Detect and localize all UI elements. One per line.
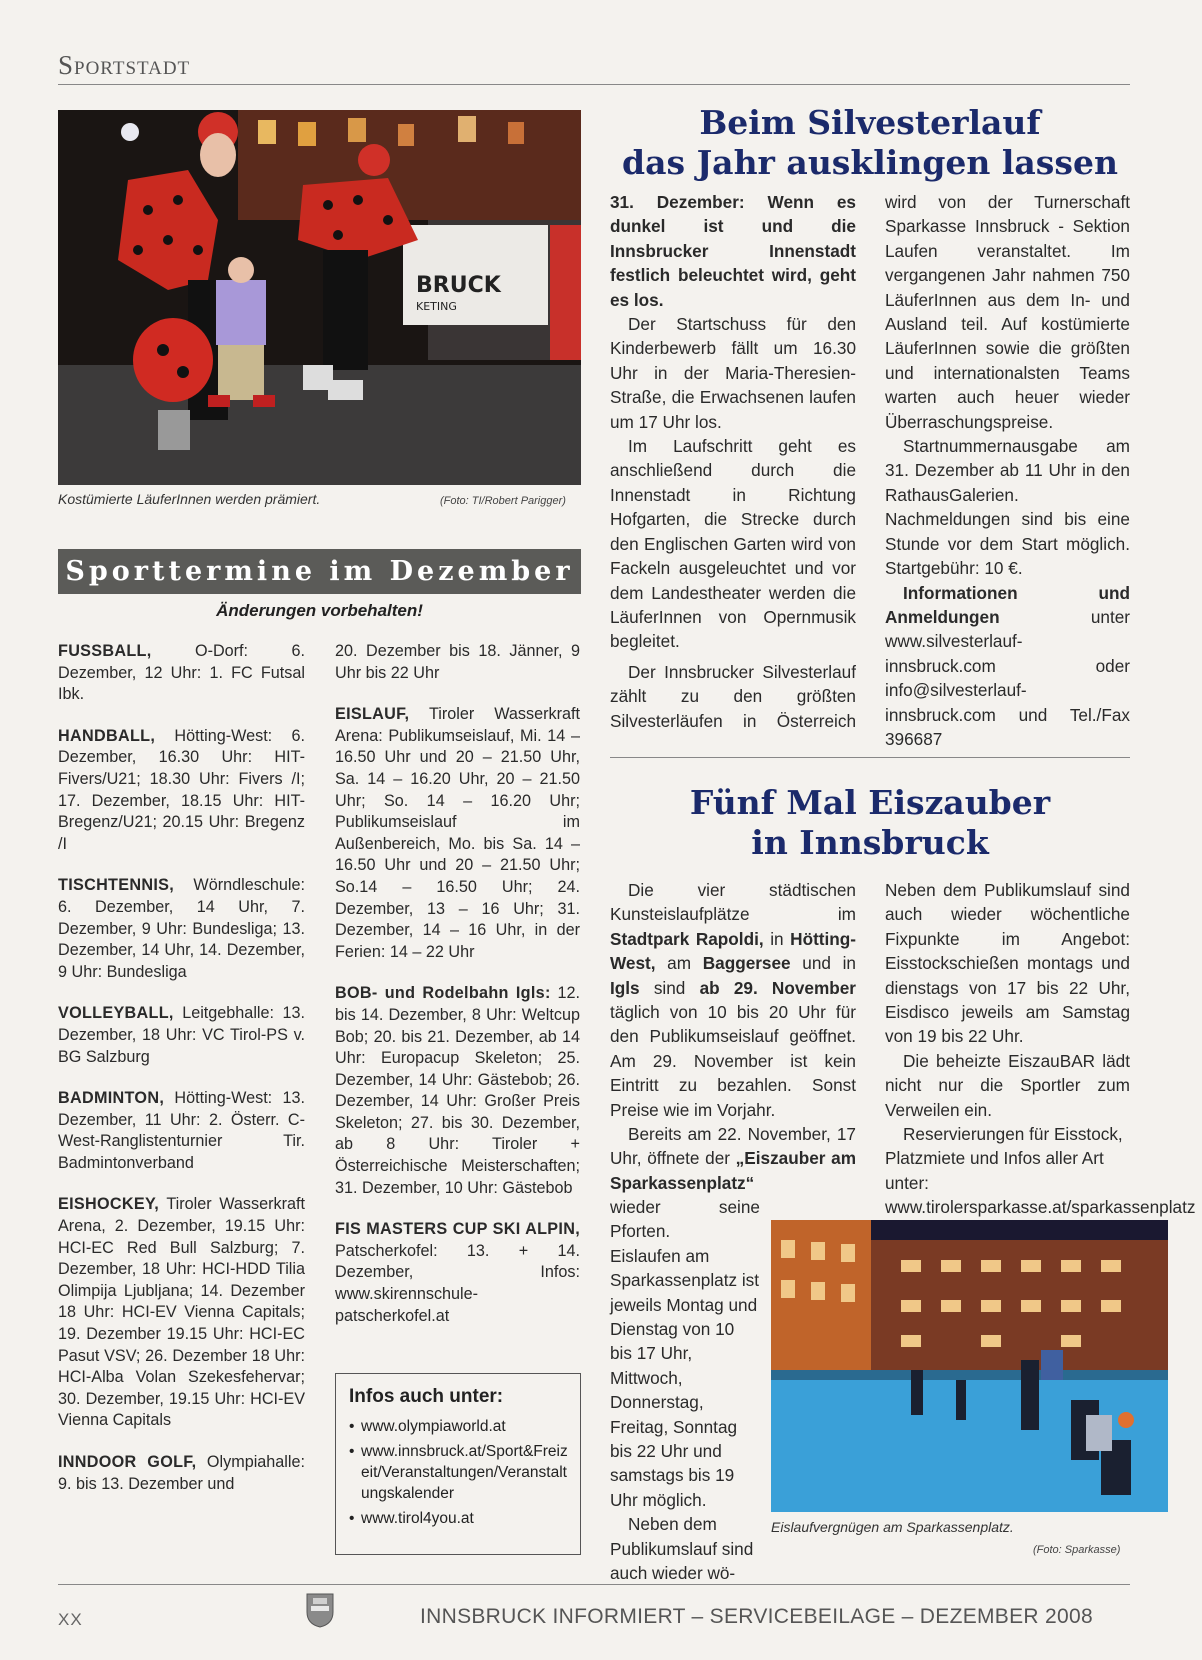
- article1-title: Beim Silvesterlauf das Jahr ausklingen lassen: [622, 103, 1118, 183]
- article1-paragraph: Der Innsbrucker Silvesterlauf zählt zu den größten Silvesterläufen in Österreich: [610, 662, 856, 731]
- page-number: XX: [58, 1610, 83, 1629]
- innsbruck-crest-icon: [305, 1592, 335, 1628]
- article2-narrow-column: [610, 1195, 760, 1586]
- schedule-entry: TISCHTENNIS, Wörndleschule: 6. Dezember, 14 Uhr, 7. Dezember, 9 Uhr: Bundesliga; 13. Dezember, 14 Uhr, 14. Dezember, 9 Uhr: Bundesliga: [58, 876, 305, 981]
- article1-paragraph: wird von der Turnerschaft Sparkasse Innsbruck - Sektion Laufen veranstaltet. Im vergangenen Jahr nahmen 750 LäuferInnen aus dem In- und Ausland teil. Auf kostümierte LäuferInnen sowie die größten und internationalsten Teams warten auch heuer wieder Überraschungspreise.: [885, 192, 1130, 432]
- schedule-right-column: [335, 641, 580, 1347]
- section-header: Sportstadt: [58, 50, 191, 80]
- photo1-caption: Kostümierte LäuferInnen werden prämiert.: [58, 491, 321, 507]
- article1-continued: [610, 660, 856, 733]
- article1-column-1: [610, 190, 856, 654]
- article2-paragraph: Bereits am 22. November, 17 Uhr, öffnete der „Eiszauber am Sparkassenplatz“: [610, 1124, 856, 1193]
- schedule-entry: 20. Dezember bis 18. Jänner, 9 Uhr bis 22 Uhr: [335, 642, 580, 682]
- schedule-entry: INNDOOR GOLF, Olympiahalle: 9. bis 13. Dezember und: [58, 1453, 305, 1493]
- article2-paragraph: Neben dem Publikumslauf sind auch wieder wö-: [610, 1514, 754, 1584]
- article1-paragraph: Im Laufschritt geht es anschließend durch die Innenstadt in Richtung Hofgarten, die Strecke durch den Englischen Garten wird von Fackeln ausgeleuchtet und vor dem Landestheater werden die LäuferInnen von Opernmusik begleitet.: [610, 436, 856, 652]
- article1-column-2: [885, 190, 1130, 751]
- schedule-entry: VOLLEYBALL, Leitgebhalle: 13. Dezember, 18 Uhr: VC Tirol-PS v. BG Salzburg: [58, 1004, 305, 1066]
- photo2-caption: Eislaufvergnügen am Sparkassenplatz.: [771, 1519, 1014, 1535]
- article2-title: Fünf Mal Eiszauber in Innsbruck: [689, 783, 1051, 863]
- schedule-entry: BADMINTON, Hötting-West: 13. Dezember, 11 Uhr: 2. Österr. C-West-Ranglistenturnier Tir. Badmintonverband: [58, 1089, 305, 1172]
- info-link[interactable]: • www.olympiaworld.at: [349, 1416, 574, 1437]
- schedule-entry: FIS MASTERS CUP SKI ALPIN, Patscherkofel: 13. + 14. Dezember, Infos: www.skirennschule-patscherkofel.at: [335, 1220, 580, 1325]
- article1-paragraph: Informationen und Anmeldungen unter www.silvesterlauf-innsbruck.com oder info@silvesterlauf-innsbruck.com und Tel./Fax 396687: [885, 582, 1130, 749]
- article2-paragraph: wieder seine Pforten.: [610, 1197, 760, 1242]
- photo2-credit: (Foto: Sparkasse): [1033, 1544, 1121, 1556]
- article2-column-1: [610, 878, 856, 1195]
- schedule-left-column: [58, 641, 305, 1515]
- banner-text-2: KETING: [416, 300, 457, 313]
- publication-footer: INNSBRUCK INFORMIERT – SERVICEBEILAGE – DEZEMBER 2008: [420, 1605, 1093, 1628]
- article2-paragraph: Reservierungen für Eisstock, Platzmiete und Infos aller Art unter: www.tirolersparkasse.at/sparkassenplatz: [885, 1124, 1196, 1218]
- info-box: [335, 1373, 581, 1555]
- schedule-banner: Sporttermine im Dezember: [58, 549, 581, 594]
- schedule-entry: EISLAUF, Tiroler Wasserkraft Arena: Publikumseislauf, Mi. 14 – 16.50 Uhr und 20 – 21.50 Uhr, Sa. 14 – 16.20 Uhr, 20 – 21.50 Uhr; So. 14 – 16.20 Uhr; Publikumseislauf im Außenbereich, Mo. bis Sa. 14 – 16.50 Uhr und 20 – 21.50 Uhr; So.14 – 16.50 Uhr; 24. Dezember, 13 – 16 Uhr; 31. Dezember, 14 – 16 Uhr, in der Ferien: 14 – 22 Uhr: [335, 705, 580, 961]
- schedule-entry: FUSSBALL, O-Dorf: 6. Dezember, 12 Uhr: 1. FC Futsal Ibk.: [58, 642, 305, 704]
- photo1-credit: (Foto: TI/Robert Parigger): [440, 495, 566, 507]
- info-link[interactable]: • www.tirol4you.at: [349, 1508, 574, 1529]
- article2-paragraph: Die vier städtischen Kunsteislaufplätze im Stadtpark Rapoldi, in Hötting-West, am Baggersee und in Igls sind ab 29. November täglich von 10 bis 20 Uhr für den Publikumseislauf geöffnet. Am 29. November ist kein Eintritt zu bezahlen. Sonst Preise wie im Vorjahr.: [610, 880, 857, 1120]
- schedule-subtitle: Änderungen vorbehalten!: [216, 601, 423, 620]
- article1-paragraph: Der Startschuss für den Kinderbewerb fällt um 16.30 Uhr in der Maria-Theresien-Straße, die Erwachsenen laufen um 17 Uhr los.: [610, 314, 856, 432]
- article2-column-2: [885, 878, 1196, 1244]
- article1-paragraph: Startnummernausgabe am 31. Dezember ab 11 Uhr in den RathausGalerien. Nachmeldungen sind bis eine Stunde vor dem Start möglich. Startgebühr: 10 €.: [885, 436, 1130, 579]
- header-rule: [58, 84, 1130, 85]
- silvesterlauf-photo: [58, 110, 581, 485]
- article2-paragraph: Neben dem Publikumslauf sind auch wieder wöchentliche Fixpunkte im Angebot: Eisstockschießen montags und dienstags von 17 bis 22 Uhr, Eisdisco jeweils am Samstag von 19 bis 22 Uhr.: [885, 880, 1130, 1047]
- article2-paragraph: Eislaufen am Sparkassenplatz ist jeweils Montag und Dienstag von 10 bis 17 Uhr, Mittwoch, Donnerstag, Freitag, Sonntag bis 22 Uhr und samstags bis 19 Uhr möglich.: [610, 1245, 760, 1510]
- schedule-entry: EISHOCKEY, Tiroler Wasserkraft Arena, 2. Dezember, 19.15 Uhr: HCI-EC Red Bull Salzburg; 7. Dezember, 18 Uhr: HCI-HDD Tilia Olimpija Ljubljana; 14. Dezember 18 Uhr: HCI-EV Vienna Capitals; 19. Dezember 19.15 Uhr: HCI-EC Pasut VSV; 26. Dezember 18 Uhr: HCI-Alba Volan Szekesfehervar; 30. Dezember, 19.15 Uhr: HCI-EV Vienna Capitals: [58, 1195, 305, 1430]
- info-link[interactable]: • www.innsbruck.at/Sport&Freizeit/Veranstaltungen/Veranstaltungskalender: [349, 1441, 574, 1504]
- article-divider: [610, 757, 1130, 758]
- banner-text-1: BRUCK: [416, 273, 501, 298]
- schedule-entry: HANDBALL, Hötting-West: 6. Dezember, 16.30 Uhr: HIT-Fivers/U21; 18.30 Uhr: Fivers /I; 17. Dezember, 18.15 Uhr: HIT-Bregenz/U21; 20.15 Uhr: Bregenz /I: [58, 726, 305, 853]
- footer-rule: [58, 1584, 1130, 1585]
- article2-paragraph: Die beheizte EiszauBAR lädt nicht nur die Sportler zum Verweilen ein.: [885, 1050, 1130, 1120]
- schedule-entry: BOB- und Rodelbahn Igls: 12. bis 14. Dezember, 8 Uhr: Weltcup Bob; 20. bis 21. Dezember, ab 14 Uhr: Europacup Skeleton; 25. Dezember, 14 Uhr: Gästebob; 26. Dezember, 14 Uhr: Großer Preis Skeleton; 27. bis 30. Dezember, ab 8 Uhr: Tiroler + Österreichische Meisterschaften; 31. Dezember, 10 Uhr: Gästebob: [335, 984, 580, 1197]
- article1-lead: 31. Dezember: Wenn es dunkel ist und die Innsbrucker Innenstadt festlich beleuchtet wird, geht es los.: [610, 192, 856, 310]
- info-box-title: Infos auch unter:: [349, 1386, 504, 1407]
- eiszauber-photo: [771, 1220, 1168, 1512]
